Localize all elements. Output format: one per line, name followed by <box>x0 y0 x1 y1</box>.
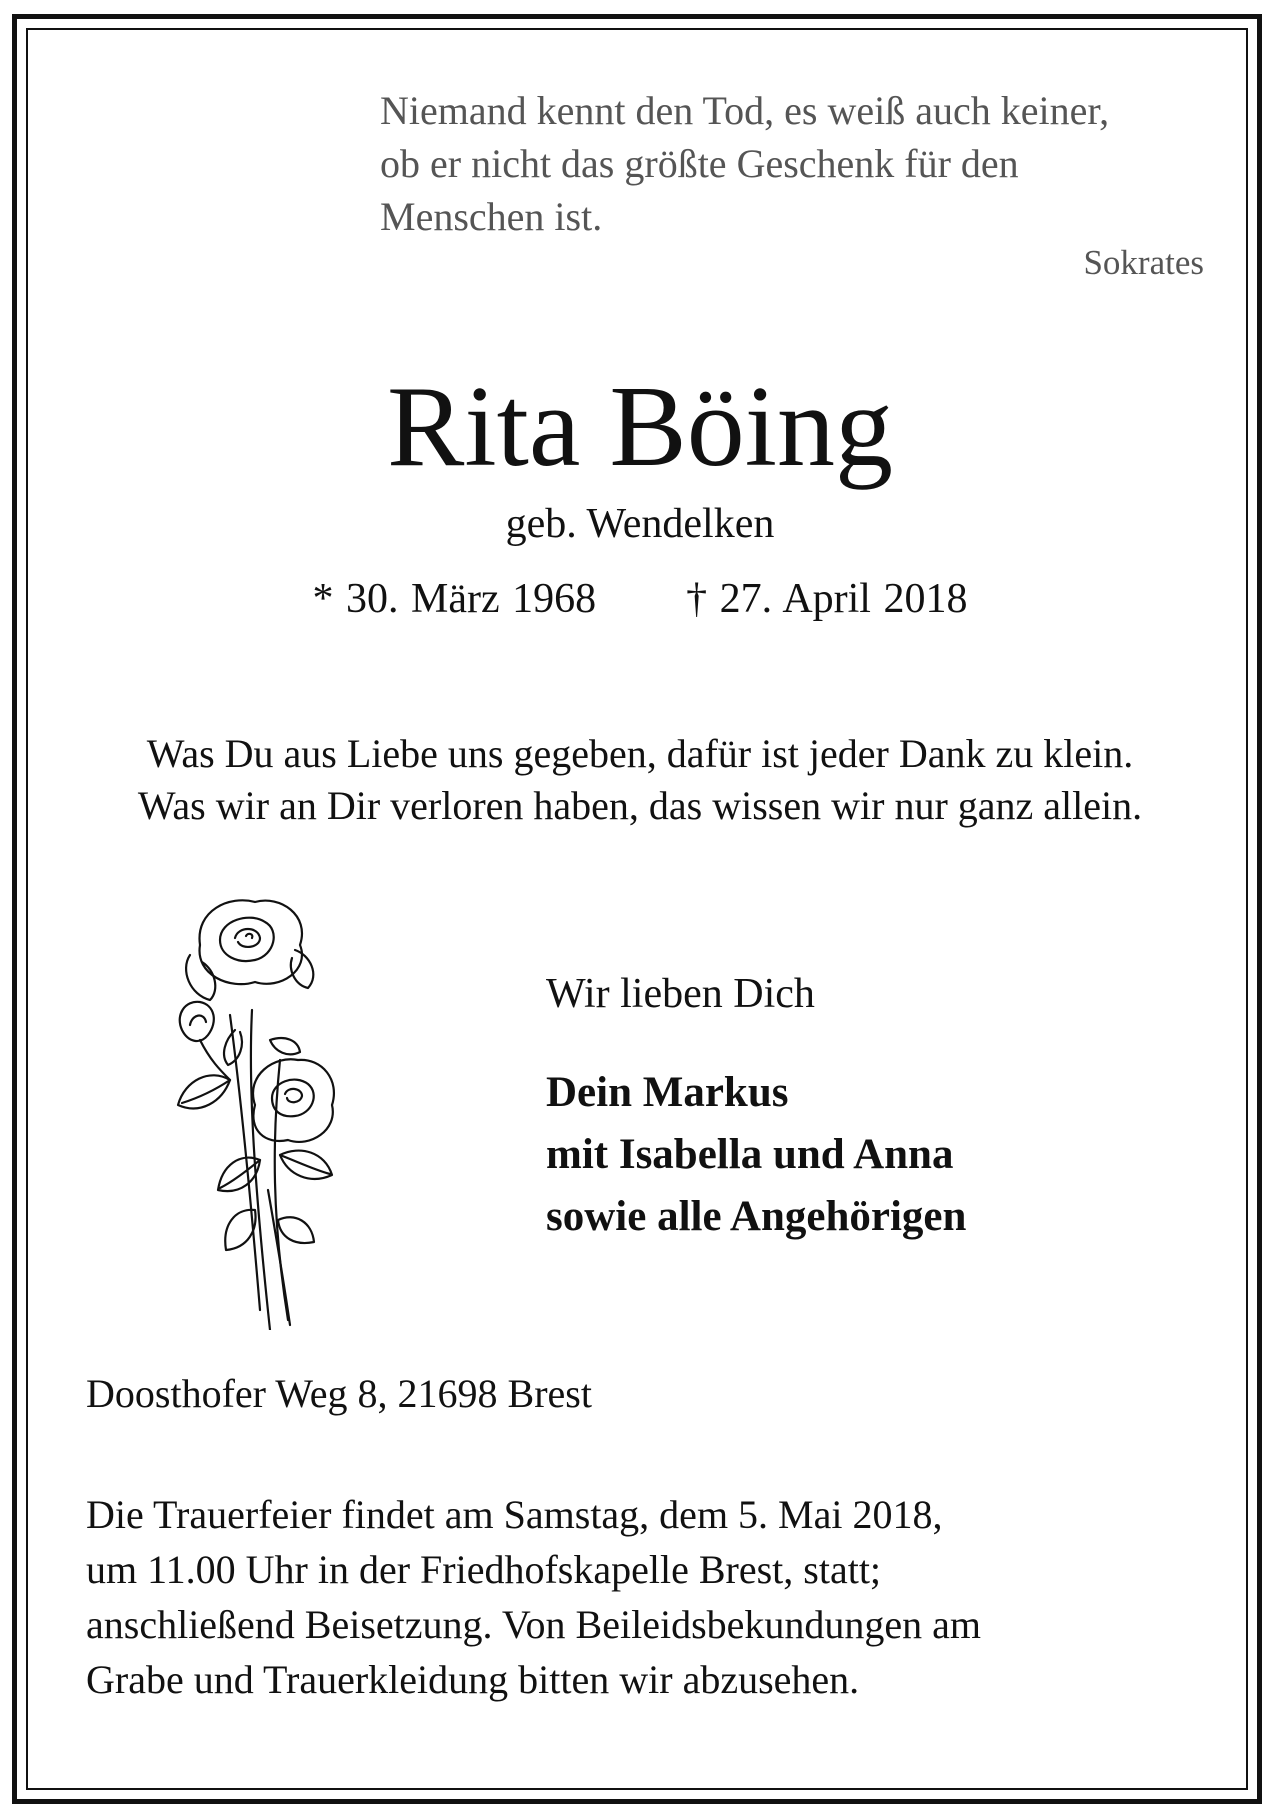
verse-line: Was wir an Dir verloren haben, das wissen wir nur ganz allein. <box>137 783 1143 828</box>
life-dates <box>0 575 1280 623</box>
maiden-name: geb. Wendelken <box>505 501 775 547</box>
service-line: um 11.00 Uhr in der Friedhofskapelle Brest, statt; <box>86 1547 882 1592</box>
signers <box>546 1062 966 1248</box>
memorial-verse <box>0 728 1280 832</box>
quote-line: Menschen ist. <box>380 194 603 239</box>
rose-bouquet-icon <box>160 890 370 1330</box>
deceased-name: Rita Böing <box>387 363 893 491</box>
service-line: anschließend Beisetzung. Von Beileidsbekundungen am <box>86 1602 982 1647</box>
birth-date: * 30. März 1968 <box>312 576 597 622</box>
quote-author: Sokrates <box>1083 243 1204 282</box>
service-line: Grabe und Trauerkleidung bitten wir abzusehen. <box>86 1657 860 1702</box>
love-line: Wir lieben Dich <box>546 971 815 1017</box>
death-date: † 27. April 2018 <box>686 576 968 622</box>
address: Doosthofer Weg 8, 21698 Brest <box>86 1371 592 1416</box>
service-line: Die Trauerfeier findet am Samstag, dem 5. Mai 2018, <box>86 1492 943 1537</box>
quote-line: Niemand kennt den Tod, es weiß auch keiner, <box>380 88 1110 133</box>
signer-line: sowie alle Angehörigen <box>546 1193 967 1240</box>
quote-line: ob er nicht das größte Geschenk für den <box>380 141 1019 186</box>
service-info <box>86 1487 1196 1707</box>
signer-line: mit Isabella und Anna <box>546 1131 954 1178</box>
quote-text <box>380 84 1220 243</box>
signer-line: Dein Markus <box>546 1069 789 1116</box>
verse-line: Was Du aus Liebe uns gegeben, dafür ist jeder Dank zu klein. <box>146 731 1134 776</box>
